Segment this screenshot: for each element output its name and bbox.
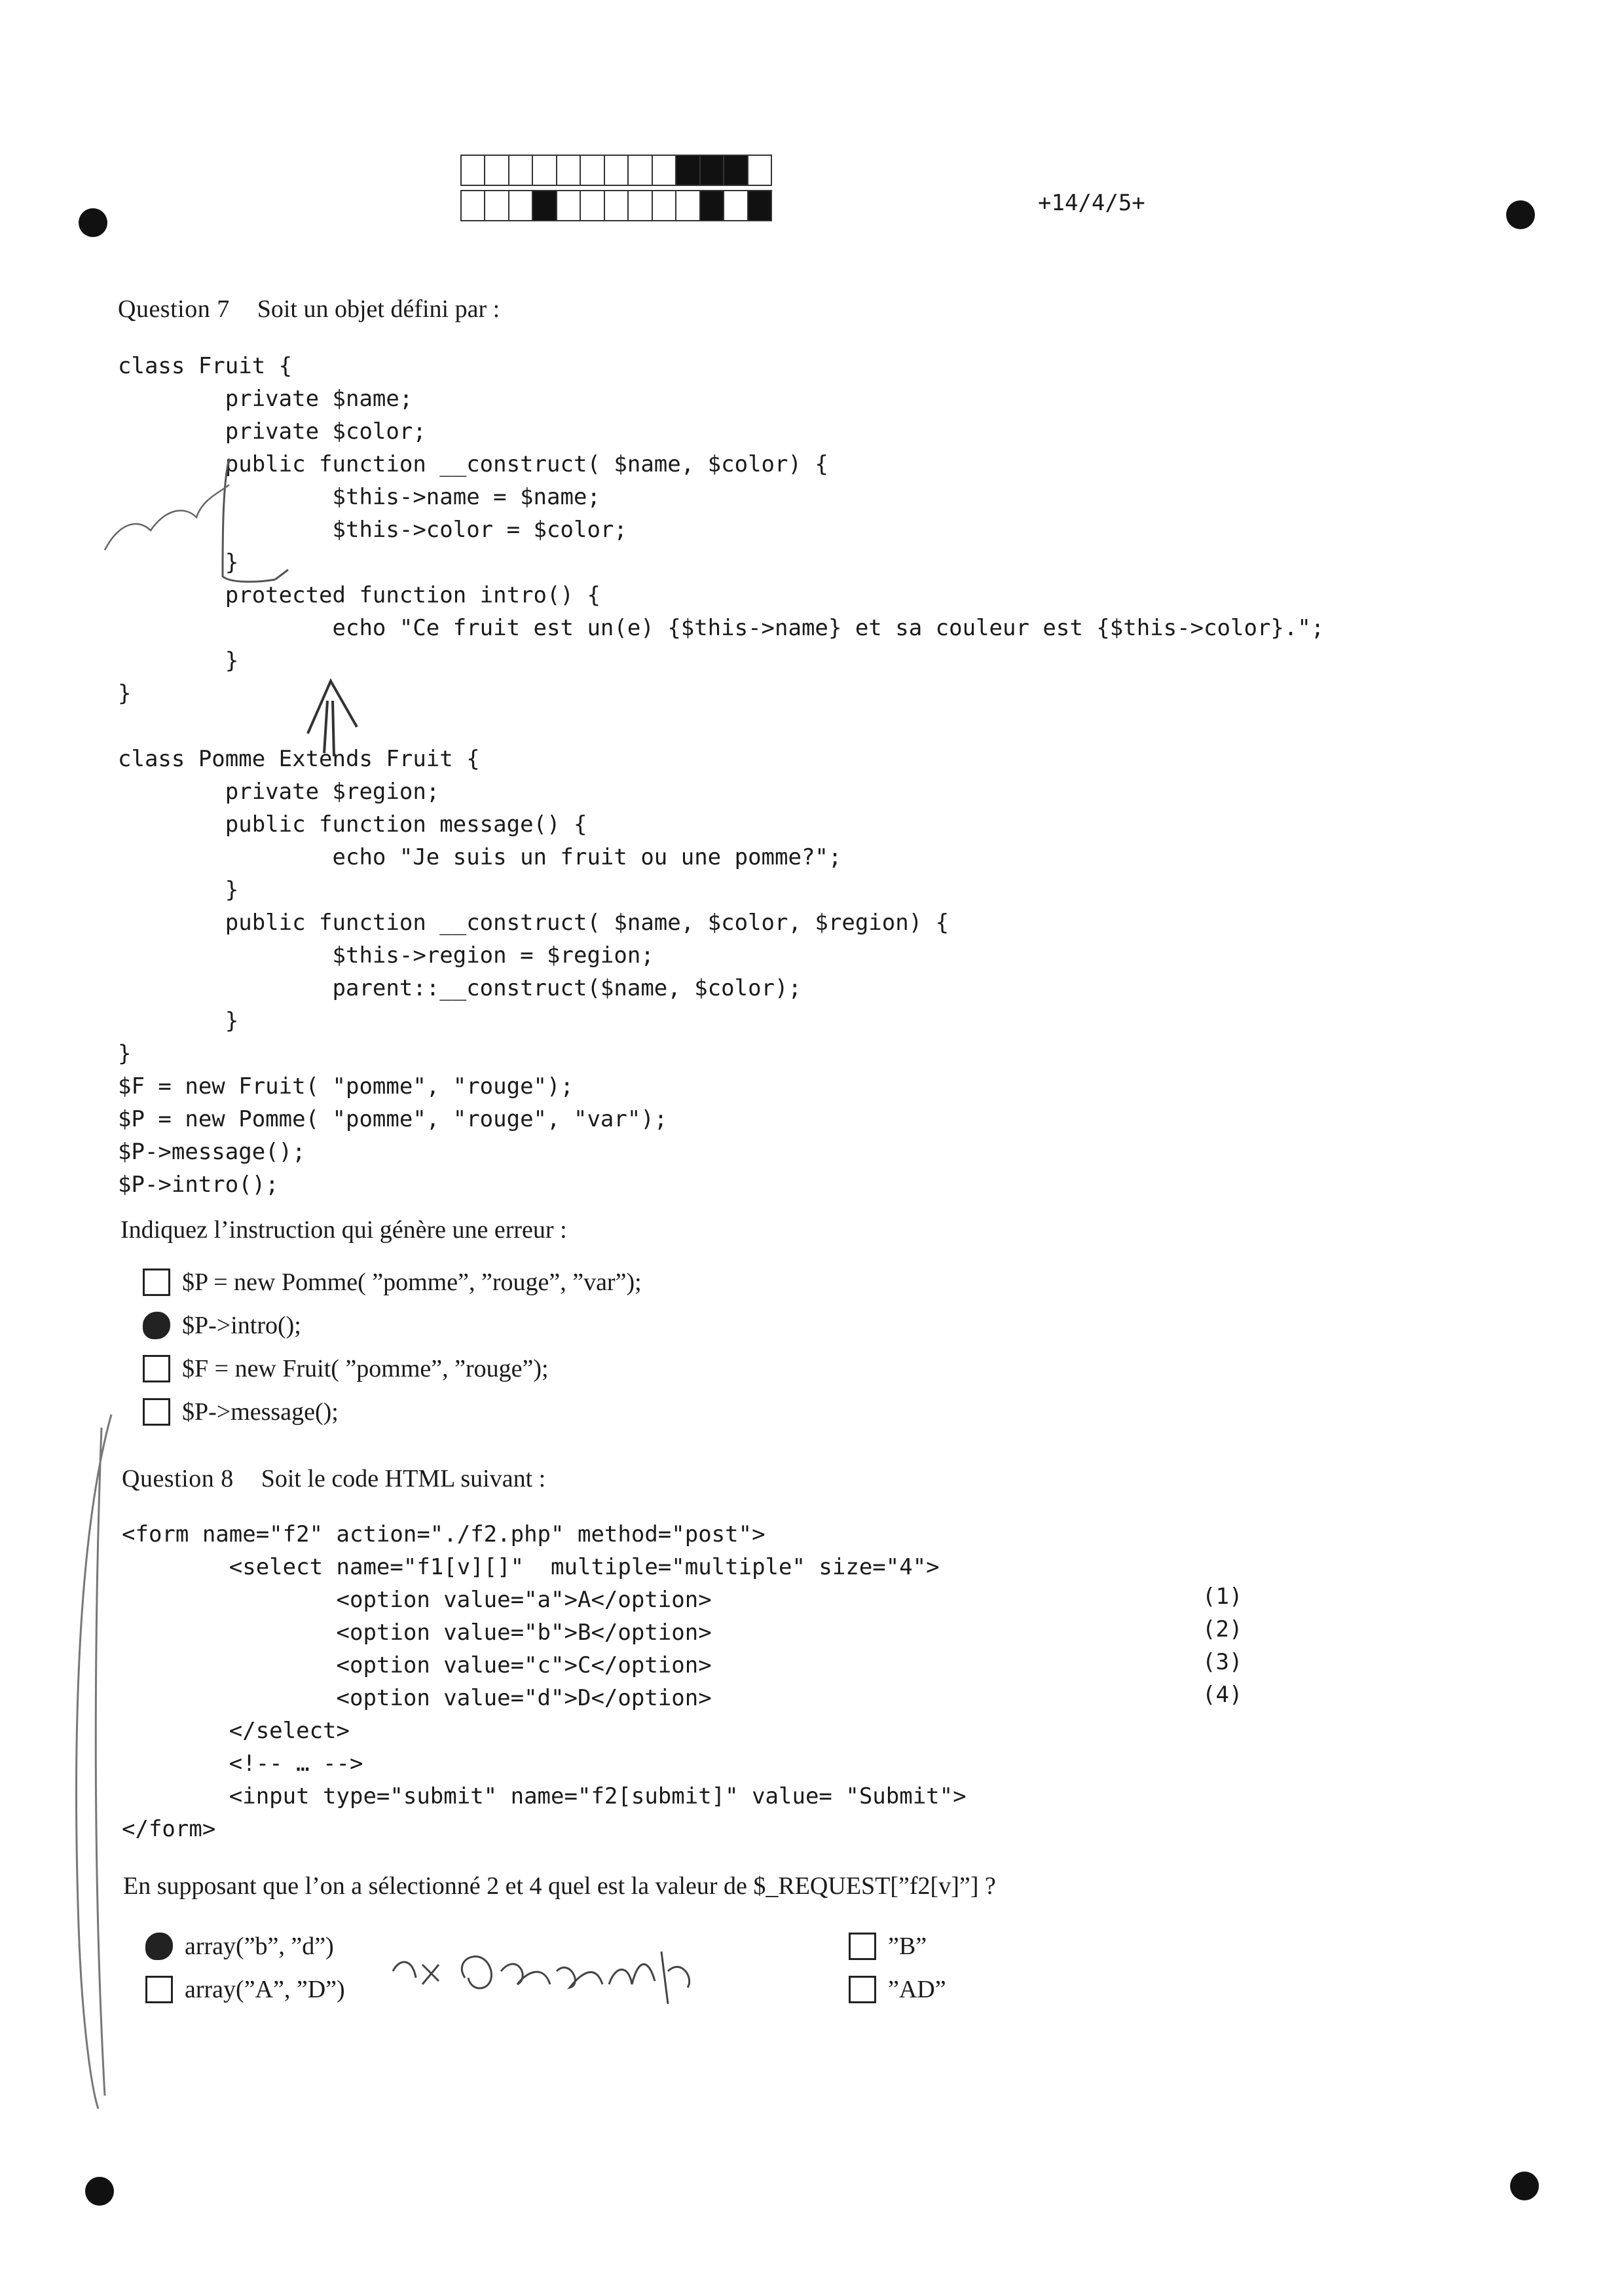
code-line: <select name="f1[v][]" multiple="multiple" size="4">: [122, 1554, 940, 1580]
id-box: [581, 191, 604, 220]
code-line: public function __construct( $name, $color) {: [118, 451, 828, 477]
code-line: }: [118, 1008, 239, 1034]
code-line: }: [118, 648, 239, 674]
id-box: [724, 156, 748, 185]
code-line: echo "Je suis un fruit ou une pomme?";: [118, 844, 842, 870]
question-8-prompt: En supposant que l’on a sélectionné 2 et 4 quel est la valeur de $_REQUEST[”f2[v]”] ?: [123, 1872, 996, 1900]
code-line: public function __construct( $name, $color, $region) {: [118, 910, 950, 936]
id-box: [676, 156, 700, 185]
student-id-boxes-row-1: [460, 155, 772, 186]
id-box: [533, 156, 557, 185]
answer-label: array(”b”, ”d”): [185, 1933, 334, 1960]
code-line: private $region;: [118, 779, 440, 805]
id-box: [676, 191, 700, 220]
handwritten-arrow-annotation: [295, 675, 373, 760]
checkbox-checked[interactable]: [145, 1933, 173, 1960]
code-line: <option value="a">A</option>: [122, 1587, 712, 1613]
checkbox[interactable]: [145, 1976, 173, 2003]
id-box: [462, 191, 485, 220]
id-box: [485, 156, 509, 185]
answer-label: array(”A”, ”D”): [185, 1976, 345, 2003]
answer-label: $F = new Fruit( ”pomme”, ”rouge”);: [182, 1355, 549, 1382]
id-box: [629, 191, 652, 220]
code-line: }: [118, 1041, 132, 1067]
code-line: echo "Ce fruit est un(e) {$this->name} et sa couleur est {$this->color}.";: [118, 615, 1325, 641]
code-line: }: [118, 877, 239, 903]
question-7-heading: [118, 295, 500, 324]
code-line: $this->region = $region;: [118, 942, 654, 969]
handwritten-note: [386, 1932, 714, 2010]
id-box: [724, 191, 748, 220]
id-box: [509, 156, 533, 185]
code-line: class Pomme Extends Fruit {: [118, 746, 480, 772]
code-line: parent::__construct($name, $color);: [118, 975, 802, 1001]
option-number: (2): [1202, 1616, 1243, 1642]
code-line: </form>: [122, 1816, 216, 1842]
id-box: [748, 156, 771, 185]
id-box: [557, 156, 581, 185]
answer-option[interactable]: [849, 1932, 927, 1961]
question-7-prompt: Indiquez l’instruction qui génère une erreur :: [120, 1216, 567, 1244]
checkbox[interactable]: [143, 1355, 170, 1382]
checkbox[interactable]: [849, 1976, 876, 2003]
id-box: [557, 191, 581, 220]
question-8-heading: [122, 1464, 545, 1493]
code-line: $P = new Pomme( "pomme", "rouge", "var");: [118, 1106, 668, 1132]
code-line: }: [118, 549, 239, 576]
question-title: Soit un objet défini par :: [257, 295, 500, 323]
id-box: [701, 191, 724, 220]
answer-option[interactable]: [849, 1975, 946, 2004]
answer-option[interactable]: [145, 1975, 345, 2004]
id-box: [629, 156, 652, 185]
answer-label: $P->message();: [182, 1398, 339, 1426]
question-number: Question 7: [118, 295, 230, 323]
code-line: $F = new Fruit( "pomme", "rouge");: [118, 1073, 574, 1100]
checkbox[interactable]: [143, 1398, 170, 1426]
handwritten-bracket-annotation: [92, 445, 327, 602]
corner-mark-bottom-left: [85, 2177, 114, 2206]
answer-label: $P = new Pomme( ”pomme”, ”rouge”, ”var”);: [182, 1268, 642, 1296]
code-line: }: [118, 680, 132, 707]
id-box: [581, 156, 604, 185]
code-line: $P->message();: [118, 1139, 306, 1165]
corner-mark-bottom-right: [1510, 2172, 1539, 2200]
code-line: <form name="f2" action="./f2.php" method="post">: [122, 1521, 766, 1547]
id-box: [748, 191, 771, 220]
id-box: [485, 191, 509, 220]
code-line: </select>: [122, 1718, 350, 1744]
checkbox[interactable]: [143, 1268, 170, 1296]
answer-option[interactable]: [143, 1268, 642, 1297]
code-line: protected function intro() {: [118, 582, 600, 608]
question-title: Soit le code HTML suivant :: [261, 1465, 546, 1492]
id-box: [653, 191, 676, 220]
answer-label: $P->intro();: [182, 1312, 301, 1339]
question-8-code-listing: [122, 1518, 967, 1845]
id-box: [701, 156, 724, 185]
code-line: private $color;: [118, 418, 426, 445]
answer-label: ”AD”: [888, 1976, 946, 2003]
corner-mark-top-right: [1506, 200, 1535, 229]
option-number: (1): [1202, 1583, 1243, 1610]
code-line: <option value="b">B</option>: [122, 1620, 712, 1646]
option-number: (4): [1202, 1682, 1243, 1708]
question-number: Question 8: [122, 1465, 234, 1492]
student-id-boxes-row-2: [460, 190, 772, 221]
answer-option[interactable]: [143, 1398, 339, 1426]
handwritten-margin-stroke: [33, 1401, 124, 2122]
option-number: (3): [1202, 1649, 1243, 1675]
answer-label: ”B”: [888, 1933, 927, 1960]
corner-mark-top-left: [79, 208, 107, 237]
id-box: [509, 191, 533, 220]
answer-option[interactable]: [143, 1354, 549, 1383]
code-line: $this->color = $color;: [118, 517, 627, 543]
page-code: +14/4/5+: [1038, 190, 1145, 216]
id-box: [605, 191, 629, 220]
checkbox-checked[interactable]: [143, 1312, 170, 1339]
code-line: class Fruit {: [118, 353, 293, 379]
id-box: [462, 156, 485, 185]
id-box: [533, 191, 557, 220]
answer-option[interactable]: [143, 1311, 301, 1340]
answer-option[interactable]: [145, 1932, 334, 1961]
code-line: private $name;: [118, 386, 413, 412]
code-line: <input type="submit" name="f2[submit]" value= "Submit">: [122, 1783, 967, 1809]
code-line: <option value="d">D</option>: [122, 1685, 712, 1711]
id-box: [605, 156, 629, 185]
code-line: $P->intro();: [118, 1172, 279, 1198]
code-line: $this->name = $name;: [118, 484, 600, 510]
code-line: <option value="c">C</option>: [122, 1652, 712, 1678]
code-line: <!-- … -->: [122, 1750, 363, 1777]
id-box: [653, 156, 676, 185]
code-line: public function message() {: [118, 811, 587, 838]
checkbox[interactable]: [849, 1933, 876, 1960]
